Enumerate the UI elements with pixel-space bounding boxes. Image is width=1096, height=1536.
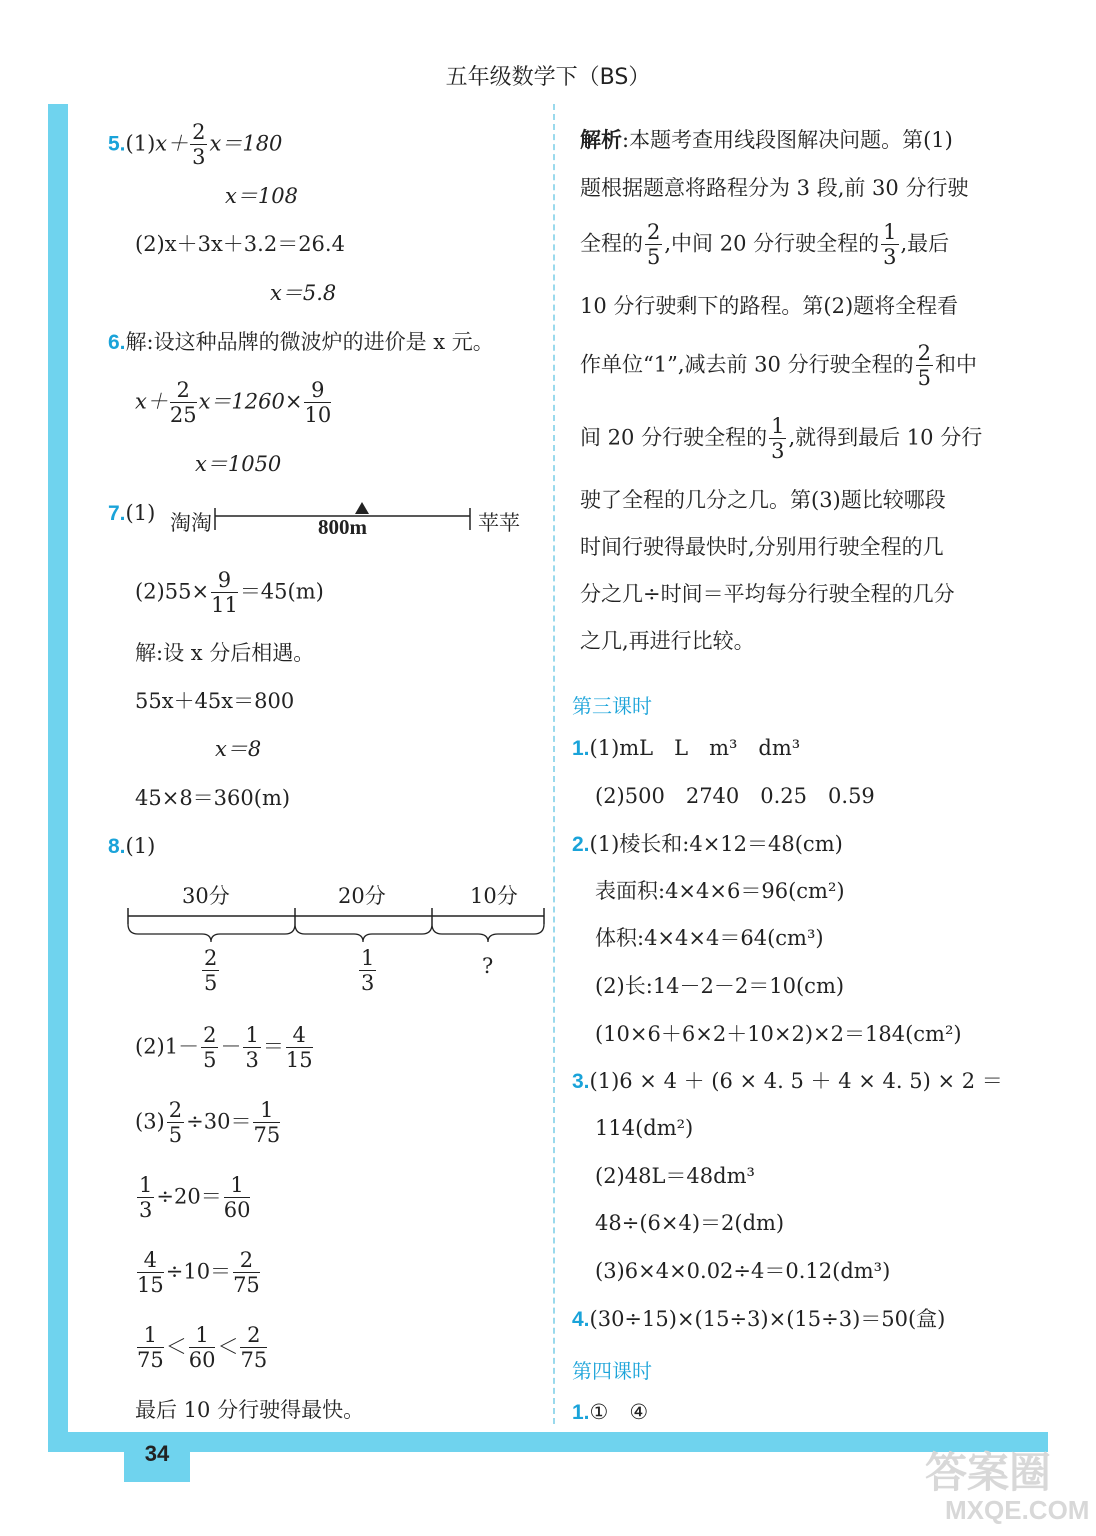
q6-fraction1: $\frac{2}{25}$ — [169, 378, 197, 427]
q7-left-label: 淘淘 — [170, 511, 212, 535]
q8-line1 — [108, 836, 155, 857]
analysis-line6: 间 20 分行驶全程的 $\frac{1}{3}$ ,就得到最后 10 分行 — [580, 414, 983, 463]
meeting-point-marker — [355, 502, 369, 514]
q5-part2: (2)x＋3x＋3.2＝26.4 — [135, 232, 345, 256]
q7-right-label: 苹苹 — [478, 511, 520, 535]
q5-answer2: x＝5.8 — [270, 281, 337, 305]
section-lesson-4: 第四课时 — [572, 1359, 652, 1383]
q7-fraction: $\frac{9}{11}$ — [211, 568, 238, 617]
q6-number: 6. — [108, 331, 126, 354]
q5-part1-label: (1) — [125, 131, 156, 156]
q7-intro: 解:设 x 分后相遇。 — [135, 641, 315, 665]
analysis-line7: 驶了全程的几分之几。第(3)题比较哪段 — [580, 488, 946, 512]
r3-line5: (3)6×4×0.02÷4＝0.12(dm³) — [595, 1259, 891, 1283]
q7-part2: (2)55× $\frac{9}{11}$ ＝45(m) — [135, 568, 324, 617]
r3-number: 3. — [572, 1070, 590, 1093]
q6-fraction2: $\frac{9}{10}$ — [304, 378, 332, 427]
q5-line1 — [108, 122, 282, 168]
q8-line5: $\frac{4}{15}$ ÷10＝ $\frac{2}{75}$ — [137, 1248, 260, 1297]
page-number: 34 — [124, 1432, 190, 1482]
analysis-line3: 全程的 $\frac{2}{5}$ ,中间 20 分行驶全程的 $\frac{1}{3}$ ,最后 — [580, 220, 950, 269]
q8-seg-label-20: 20分 — [338, 884, 386, 908]
q7-part1-label: (1) — [125, 501, 156, 525]
q7-distance: 800m — [318, 515, 367, 539]
r2-line1: 2.(1)棱长和:4×12＝48(cm) — [572, 832, 843, 856]
r1-line2: (2)500 2740 0.25 0.59 — [595, 784, 875, 808]
r1-line1: 1.(1)mL L m³ dm³ — [572, 736, 801, 760]
q5-eq-a: x＋ — [155, 131, 189, 156]
r3-line4: 48÷(6×4)＝2(dm) — [595, 1211, 785, 1235]
q6-intro: 解:设这种品牌的微波炉的进价是 x 元。 — [125, 330, 494, 354]
r2-line2: 表面积:4×4×6＝96(cm²) — [595, 879, 845, 903]
q8-unknown: ? — [482, 954, 494, 978]
watermark-url: MXQE.COM — [945, 1495, 1090, 1525]
left-color-band — [48, 104, 68, 1434]
q7-number: 7. — [108, 502, 126, 525]
q7-answer: x＝8 — [215, 737, 262, 761]
r3-line2: 114(dm²) — [595, 1116, 694, 1140]
q8-segment-diagram — [122, 904, 552, 944]
r4-line1: 4.(30÷15)×(15÷3)×(15÷3)＝50(盒) — [572, 1307, 946, 1331]
r2-line5: (10×6＋6×2＋10×2)×2＝184(cm²) — [595, 1022, 962, 1046]
q7-equation: 55x＋45x＝800 — [135, 689, 295, 713]
q8-conclusion: 最后 10 分行驶得最快。 — [135, 1398, 365, 1422]
q5-eq-b: x＝180 — [209, 131, 283, 156]
r4-number: 4. — [572, 1308, 590, 1331]
r2-line3: 体积:4×4×4＝64(cm³) — [595, 926, 824, 950]
r3-line3: (2)48L＝48dm³ — [595, 1164, 755, 1188]
q8-seg-label-10: 10分 — [470, 884, 518, 908]
q8-part3: (3) $\frac{2}{5}$ ÷30＝ $\frac{1}{75}$ — [135, 1098, 281, 1147]
bottom-color-band — [48, 1432, 1048, 1452]
q5-number: 5. — [108, 132, 126, 156]
watermark-logo: 答案圈 — [925, 1449, 1052, 1496]
q5-answer1: x＝108 — [225, 184, 298, 208]
q7-calc: 45×8＝360(m) — [135, 786, 291, 810]
analysis-label: 解析 — [580, 127, 622, 152]
q8-line4: $\frac{1}{3}$ ÷20＝ $\frac{1}{60}$ — [139, 1173, 251, 1222]
analysis-line2: 题根据题意将路程分为 3 段,前 30 分行驶 — [580, 176, 969, 200]
q6-equation: x＋ $\frac{2}{25}$ x＝1260× $\frac{9}{10}$ — [135, 378, 332, 427]
q8-number: 8. — [108, 835, 126, 858]
section-lesson-3: 第三课时 — [572, 694, 652, 718]
analysis-line5: 作单位“1”,减去前 30 分行驶全程的 $\frac{2}{5}$ 和中 — [580, 341, 977, 390]
s1-number: 1. — [572, 1401, 590, 1424]
q8-seg-label-30: 30分 — [182, 884, 230, 908]
analysis-line4: 10 分行驶剩下的路程。第(2)题将全程看 — [580, 294, 959, 318]
r2-line4: (2)长:14－2－2＝10(cm) — [595, 974, 845, 998]
q8-frac-1-3: $\frac{1}{3}$ — [361, 946, 375, 995]
q8-frac-2-5: $\frac{2}{5}$ — [204, 946, 218, 995]
analysis-line1: 解析:本题考查用线段图解决问题。第(1) — [580, 127, 953, 152]
q6-line1 — [108, 332, 494, 353]
q6-answer: x＝1050 — [195, 452, 282, 476]
r1-number: 1. — [572, 737, 590, 760]
q8-line6: $\frac{1}{75}$ ＜ $\frac{1}{60}$ ＜ $\frac{2}{75}$ — [137, 1323, 268, 1372]
brace-3 — [432, 924, 544, 942]
column-divider — [553, 104, 555, 1424]
page-header: 五年级数学下（BS） — [445, 65, 651, 90]
q7-line1 — [108, 503, 155, 524]
brace-2 — [295, 924, 432, 942]
brace-1 — [128, 924, 295, 942]
s1-line1: 1.① ④ — [572, 1400, 649, 1424]
q5-fraction: $\frac{2}{3}$ — [192, 120, 206, 169]
r2-number: 2. — [572, 833, 590, 856]
q8-part1-label: (1) — [125, 834, 156, 858]
analysis-line8: 时间行驶得最快时,分别用行驶全程的几 — [580, 535, 944, 559]
analysis-line9: 分之几÷时间＝平均每分行驶全程的几分 — [580, 582, 955, 606]
analysis-line10: 之几,再进行比较。 — [580, 629, 755, 653]
r3-line1: 3.(1)6 × 4 ＋ (6 × 4. 5 ＋ 4 × 4. 5) × 2 ＝ — [572, 1069, 1003, 1093]
q8-part2: (2)1－ $\frac{2}{5}$ － $\frac{1}{3}$ ＝ $\frac{4}{15}$ — [135, 1023, 313, 1072]
